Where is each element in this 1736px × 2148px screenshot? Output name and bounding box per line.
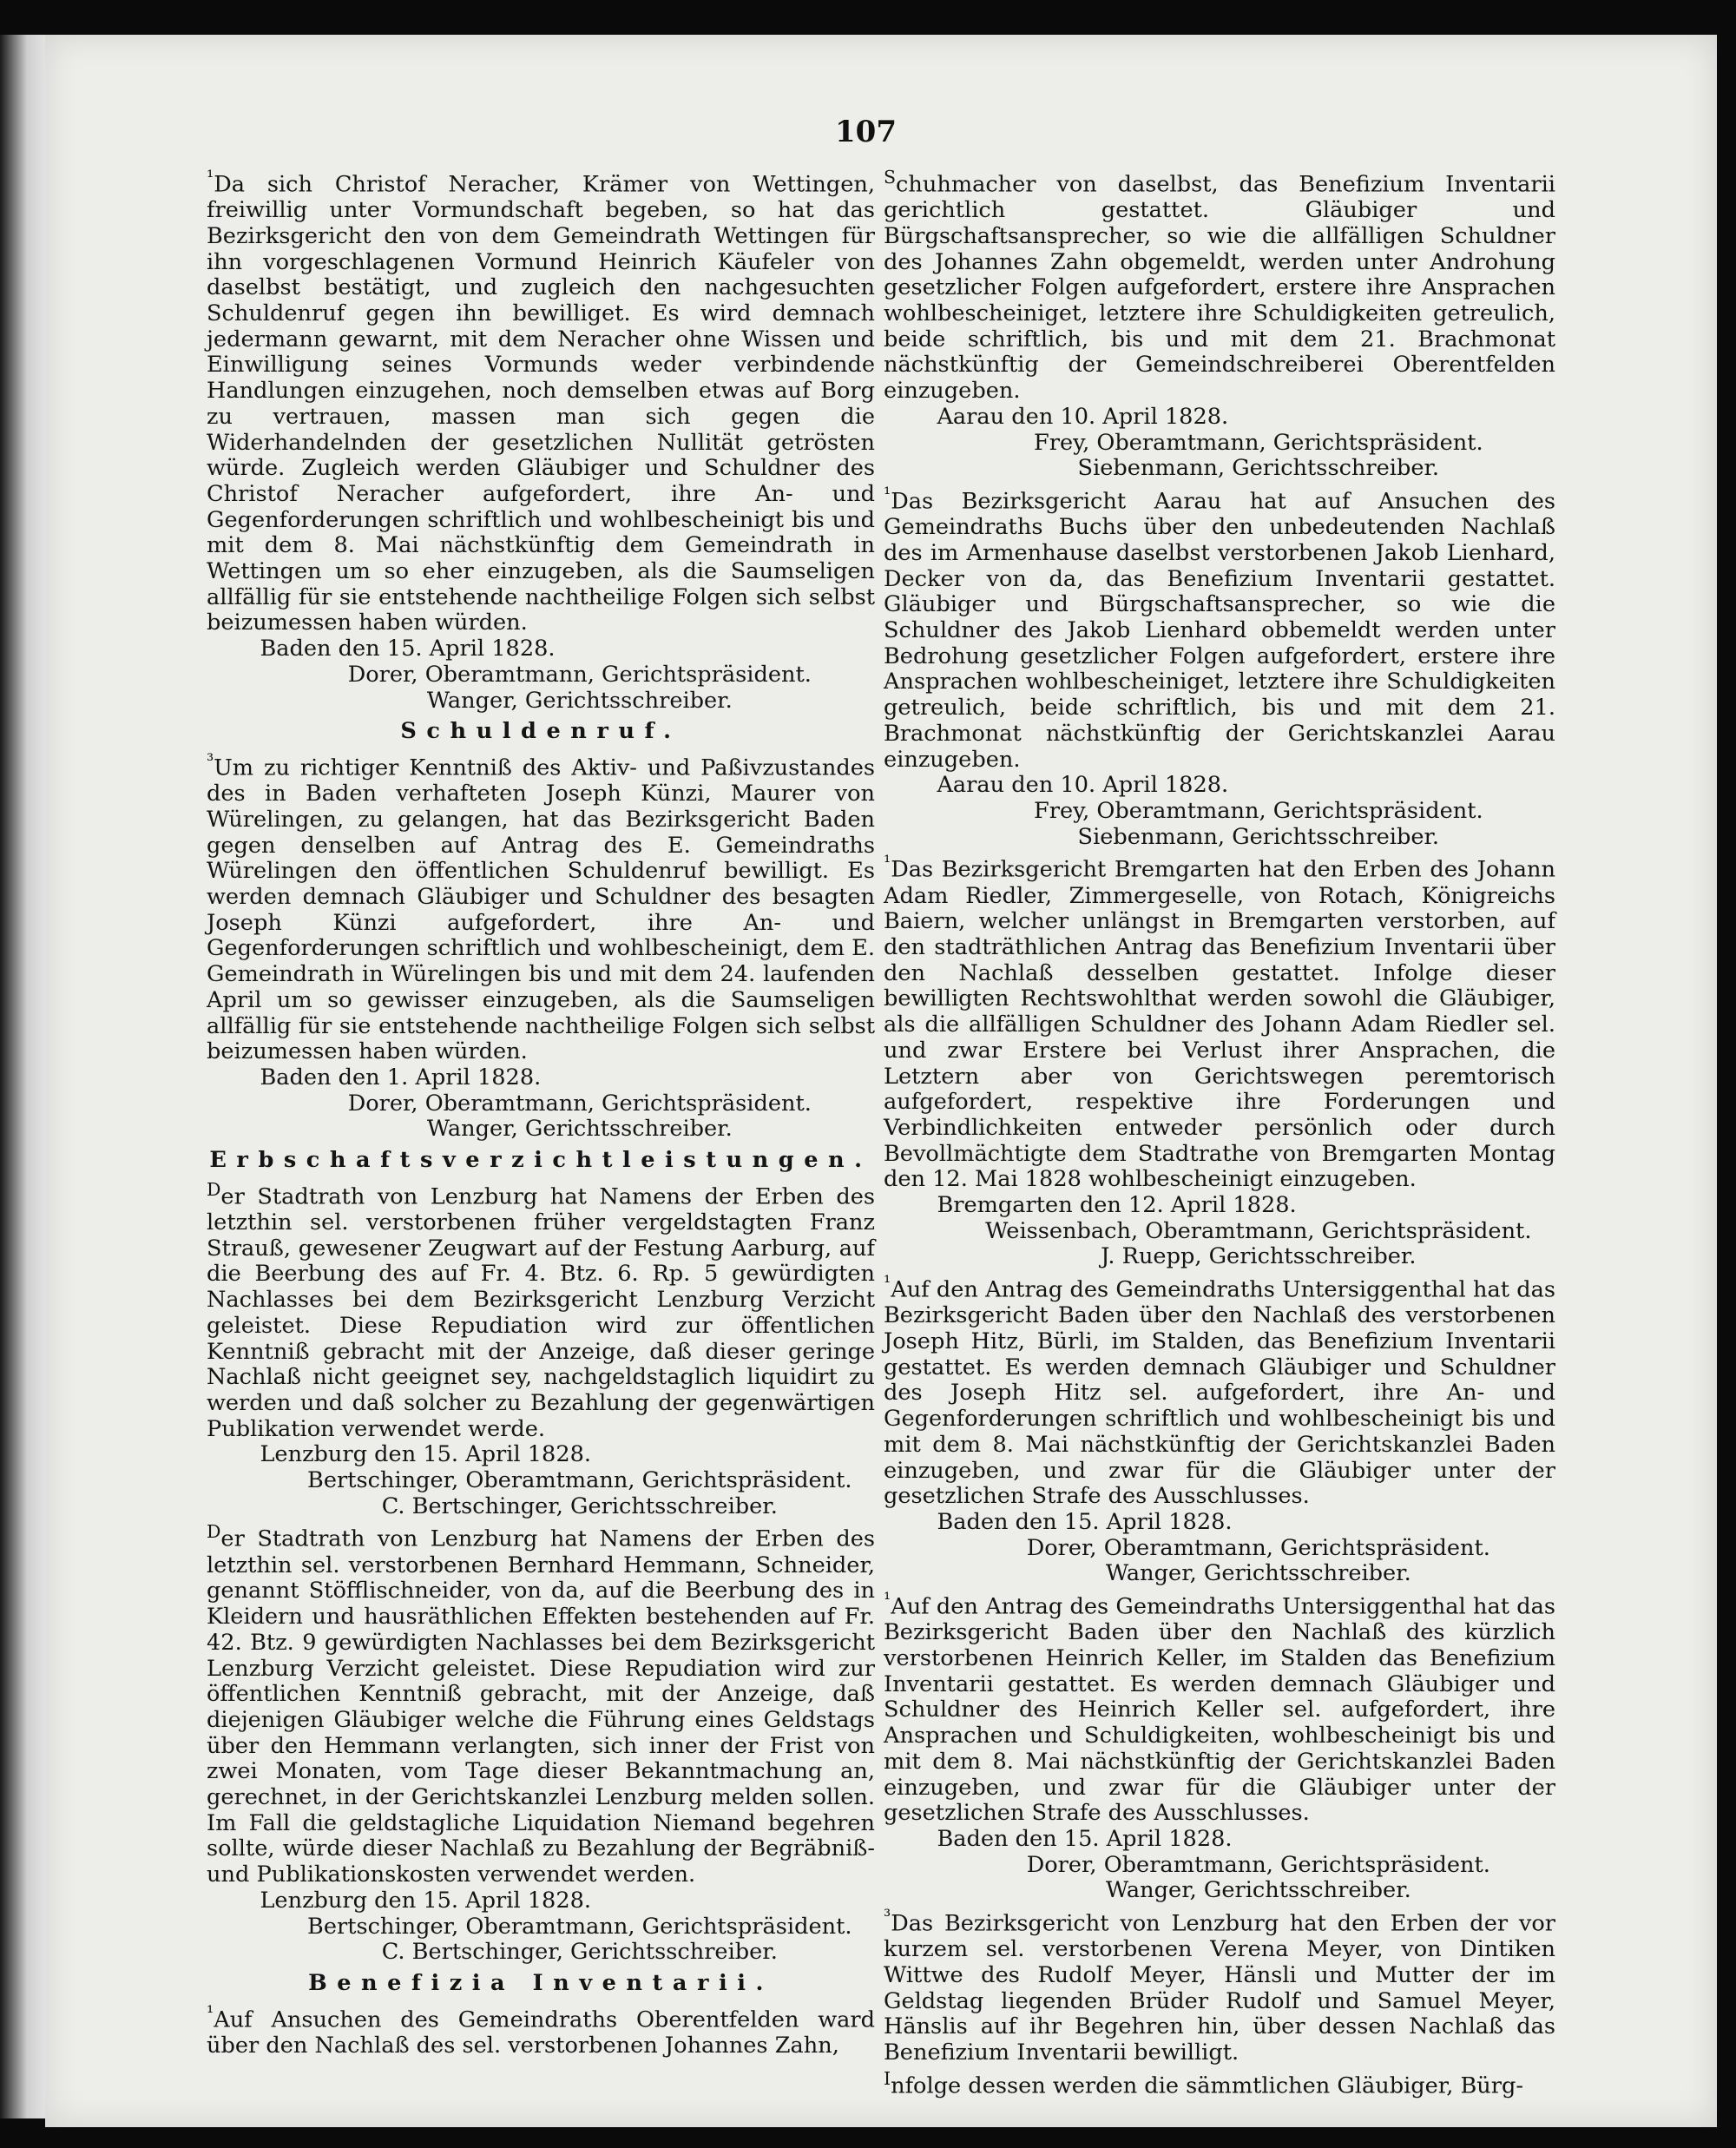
notice-block: [207, 2000, 875, 2059]
notice-text: Der Stadtrath von Lenzburg hat Namens der Erben des letzthin sel. verstorbenen Bernhard Hemmann, Schneider, genannt Stöfflischneider, von da, auf die Beerbung des in Kleidern und hausräthlichen Effekten bestehenden auf Fr. 42. Btz. 9 gewürdigten Nachlasses bei dem Bezirksgericht Lenzburg Verzicht geleistet. Diese Repudiation wird zur öffentlichen Kenntniß gebracht, mit der Anzeige, daß diejenigen Gläubiger welche die Führung eines Geldstags über den Hemmann verlangten, sich inner der Frist von zwei Monaten, vom Tage dieser Bekanntmachung an, gerechnet, in der Gerichtskanzlei Lenzburg melden sollen. Im Fall die geldstagliche Liquidation Niemand begehren sollte, würde dieser Nachlaß zu Bezahlung der Begräbniß- und Publikationskosten verwendet werden.: [207, 1521, 875, 1888]
notice-text: ¹Auf den Antrag des Gemeindraths Untersiggenthal hat das Bezirksgericht Baden über den Nachlaß des verstorbenen Joseph Hitz, Bürli, im Stalden, das Benefizium Inventarii gestattet. Es werden demnach Gläubiger und Schuldner des Joseph Hitz sel. aufgefordert, ihre An- und Gegenforderungen schriftlich und wohlbescheinigt bis und mit dem 8. Mai nächstkünftig der Gerichtskanzlei Baden einzugeben, und zwar für die Gläubiger unter der gesetzlichen Strafe des Ausschlusses.: [884, 1272, 1555, 1510]
notice-block: [884, 165, 1555, 482]
notice-signature: Frey, Oberamtmann, Gerichtspräsident.: [1033, 429, 1483, 456]
notice-text: Der Stadtrath von Lenzburg hat Namens der Erben des letzthin sel. verstorbenen früher vergeldstagten Franz Strauß, gewesener Zeugwart auf der Festung Aarburg, auf die Beerbung des auf Fr. 4. Btz. 6. Rp. 5 gewürdigten Nachlasses bei dem Bezirksgericht Lenzburg Verzicht geleistet. Diese Repudiation wird zur öffentlichen Kenntniß gebracht mit der Anzeige, daß dieser geringe Nachlaß nicht geeignet sey, nachgeldstaglich liquidirt zu werden und daß solcher zu Bezahlung der gegenwärtigen Publikation verwendet werde.: [207, 1178, 875, 1442]
notice-dateline: Baden den 1. April 1828.: [260, 1064, 542, 1090]
notice-block: [207, 1519, 875, 1965]
notice-text: ¹Auf den Antrag des Gemeindraths Untersiggenthal hat das Bezirksgericht Baden über den Nachlaß des kürzlich verstorbenen Heinrich Keller, im Stalden das Benefizium Inventarii gestattet. Es werden demnach Gläubiger und Schuldner des Heinrich Keller sel. aufgefordert, ihre Ansprachen und Schuldigkeiten, wohlbescheinigt bis und mit dem 8. Mai nächstkünftig der Gerichtskanzlei Baden einzugeben, und zwar für die Gläubiger unter der gesetzlichen Strafe des Ausschlusses.: [884, 1589, 1555, 1827]
notice-text: ¹Das Bezirksgericht Bremgarten hat den Erben des Johann Adam Riedler, Zimmergeselle, von Rotach, Königreichs Baiern, welcher unlängst in Bremgarten verstorben, auf den stadträthlichen Antrag das Benefizium Inventarii über den Nachlaß desselben gestattet. Infolge dieser bewilligten Rechtswohlthat werden sowohl die Gläubiger, als die allfälligen Schuldner des Johann Adam Riedler sel. und zwar Erstere bei Verlust ihrer Ansprachen, die Letztern aber von Gerichtswegen peremtorisch aufgefordert, respektive ihre Forderungen und Verbindlichkeiten entweder persönlich oder durch Bevollmächtigte dem Stadtrathe von Bremgarten Montag den 12. Mai 1828 wohlbescheinigt einzugeben.: [884, 852, 1555, 1193]
notice-block: [884, 1587, 1555, 1904]
section-heading: Schuldenruf.: [400, 718, 681, 745]
notice-block: [207, 1177, 875, 1520]
notice-signature: C. Bertschinger, Gerichtsschreiber.: [381, 1939, 778, 1966]
notice-signature: Siebenmann, Gerichtsschreiber.: [1077, 823, 1440, 850]
notice-signature: Frey, Oberamtmann, Gerichtspräsident.: [1033, 797, 1483, 824]
section-heading: Erbschaftsverzichtleistungen.: [209, 1147, 872, 1174]
notice-block: [207, 165, 875, 714]
notice-signature: Wanger, Gerichtsschreiber.: [426, 687, 733, 714]
right-column: [884, 165, 1555, 2099]
notice-block: [207, 748, 875, 1143]
notice-dateline: Lenzburg den 15. April 1828.: [260, 1441, 592, 1468]
notice-signature: Dorer, Oberamtmann, Gerichtspräsident.: [347, 1090, 812, 1117]
notice-text: ³Um zu richtiger Kenntniß des Aktiv- und Paßivzustandes des in Baden verhafteten Joseph Künzi, Maurer von Würelingen, zu gelangen, hat das Bezirksgericht Baden gegen denselben auf Antrag des E. Gemeindraths Würelingen den öffentlichen Schuldenruf bewilligt. Es werden demnach Gläubiger und Schuldner des besagten Joseph Künzi aufgefordert, ihre An- und Gegenforderungen schriftlich und wohlbescheinigt, dem E. Gemeindrath in Würelingen bis und mit dem 24. laufenden April um so gewisser einzugeben, als die Saumseligen allfällig für sie entstehende nachtheilige Folgen sich selbst beizumessen haben würden.: [207, 750, 875, 1065]
notice-signature: Weissenbach, Oberamtmann, Gerichtspräsident.: [985, 1217, 1532, 1244]
notice-signature: Dorer, Oberamtmann, Gerichtspräsident.: [347, 661, 812, 688]
newspaper-page: [45, 35, 1717, 2127]
notice-text: ³Das Bezirksgericht von Lenzburg hat den Erben der vor kurzem sel. verstorbenen Verena Meyer, von Dintiken Wittwe des Rudolf Meyer, Hänsli und Mutter der im Geldstag liegenden Brüder Rudolf und Samuel Meyer, Hänslis auf ihr Begehren hin, über dessen Nachlaß das Benefizium Inventarii bewilligt.: [884, 1906, 1555, 2066]
notice-dateline: Aarau den 10. April 1828.: [937, 772, 1229, 799]
notice-signature: Siebenmann, Gerichtsschreiber.: [1077, 455, 1440, 482]
notice-text: ¹Da sich Christof Neracher, Krämer von Wettingen, freiwillig unter Vormundschaft begeben, so hat das Bezirksgericht den von dem Gemeindrath Wettingen für ihn vorgeschlagenen Vormund Heinrich Käufeler von daselbst bestätigt, und zugleich den nachgesuchten Schuldenruf gegen ihn bewilliget. Es wird demnach jedermann gewarnt, mit dem Neracher ohne Wissen und Einwilligung seines Vormunds weder verbindende Handlungen einzugehen, noch demselben etwas auf Borg zu vertrauen, massen man sich gegen die Widerhandelnden der gesetzlichen Nullität getrösten würde. Zugleich werden Gläubiger und Schuldner des Christof Neracher aufgefordert, ihre An- und Gegenforderungen schriftlich und wohlbescheinigt bis und mit dem 8. Mai nächstkünftig dem Gemeindrath in Wettingen um so eher einzugeben, als die Saumseligen allfällig für sie entstehende nachtheilige Folgen sich selbst beizumessen haben würden.: [207, 167, 875, 636]
notice-signature: Wanger, Gerichtsschreiber.: [1105, 1560, 1411, 1587]
notice-block: [884, 850, 1555, 1270]
left-column: [207, 165, 875, 2059]
notice-dateline: Bremgarten den 12. April 1828.: [937, 1192, 1297, 1219]
notice-dateline: Lenzburg den 15. April 1828.: [260, 1887, 592, 1914]
notice-signature: Dorer, Oberamtmann, Gerichtspräsident.: [1026, 1851, 1490, 1878]
notice-signature: J. Ruepp, Gerichtsschreiber.: [1101, 1243, 1417, 1270]
page-number: 107: [835, 115, 897, 149]
notice-signature: Bertschinger, Oberamtmann, Gerichtspräsident.: [307, 1467, 852, 1494]
notice-dateline: Baden den 15. April 1828.: [937, 1825, 1233, 1852]
notice-block: [884, 1904, 1555, 2066]
notice-signature: Dorer, Oberamtmann, Gerichtspräsident.: [1026, 1534, 1490, 1561]
notice-text: Infolge dessen werden die sämmtlichen Gläubiger, Bürg-: [884, 2067, 1524, 2099]
notice-text: ¹Auf Ansuchen des Gemeindraths Oberentfelden ward über den Nachlaß des sel. verstorbenen Johannes Zahn,: [207, 2001, 875, 2059]
notice-signature: Wanger, Gerichtsschreiber.: [426, 1116, 733, 1143]
section-heading: Benefizia Inventarii.: [308, 1969, 773, 1996]
notice-block: [884, 482, 1555, 850]
notice-signature: Bertschinger, Oberamtmann, Gerichtspräsident.: [307, 1913, 852, 1940]
notice-signature: Wanger, Gerichtsschreiber.: [1105, 1877, 1411, 1904]
adjacent-page-edge: [0, 35, 45, 2118]
notice-text: Schuhmacher von daselbst, das Benefizium Inventarii gerichtlich gestattet. Gläubiger und Bürgschaftsansprecher, so wie die allfälligen Schuldner des Johannes Zahn obgemeldt, werden unter Androhung gesetzlicher Folgen aufgefordert, erstere ihre Ansprachen wohlbescheiniget, letztere ihre Schuldigkeiten getreulich, beide schriftlich, bis und mit dem 21. Brachmonat nächstkünftig der Gemeindschreiberei Oberentfelden einzugeben.: [884, 167, 1555, 405]
notice-dateline: Baden den 15. April 1828.: [260, 636, 556, 662]
notice-dateline: Baden den 15. April 1828.: [937, 1508, 1233, 1535]
notice-dateline: Aarau den 10. April 1828.: [937, 403, 1229, 430]
notice-text: ¹Das Bezirksgericht Aarau hat auf Ansuchen des Gemeindraths Buchs über den unbedeutenden Nachlaß des im Armenhause daselbst verstorbenen Jakob Lienhard, Decker von da, das Benefizium Inventarii gestattet. Gläubiger und Bürgschaftsansprecher, so wie die Schuldner des Jakob Lienhard obbemeldt werden unter Bedrohung gesetzlicher Folgen aufgefordert, erstere ihre Ansprachen wohlbescheiniget, letztere ihre Schuldigkeiten getreulich, beide schriftlich, bis und mit dem 21. Brachmonat nächstkünftig der Gerichtskanzlei Aarau einzugeben.: [884, 483, 1555, 773]
notice-block: [884, 1270, 1555, 1587]
notice-block: [884, 2066, 1555, 2099]
notice-signature: C. Bertschinger, Gerichtsschreiber.: [381, 1492, 778, 1519]
